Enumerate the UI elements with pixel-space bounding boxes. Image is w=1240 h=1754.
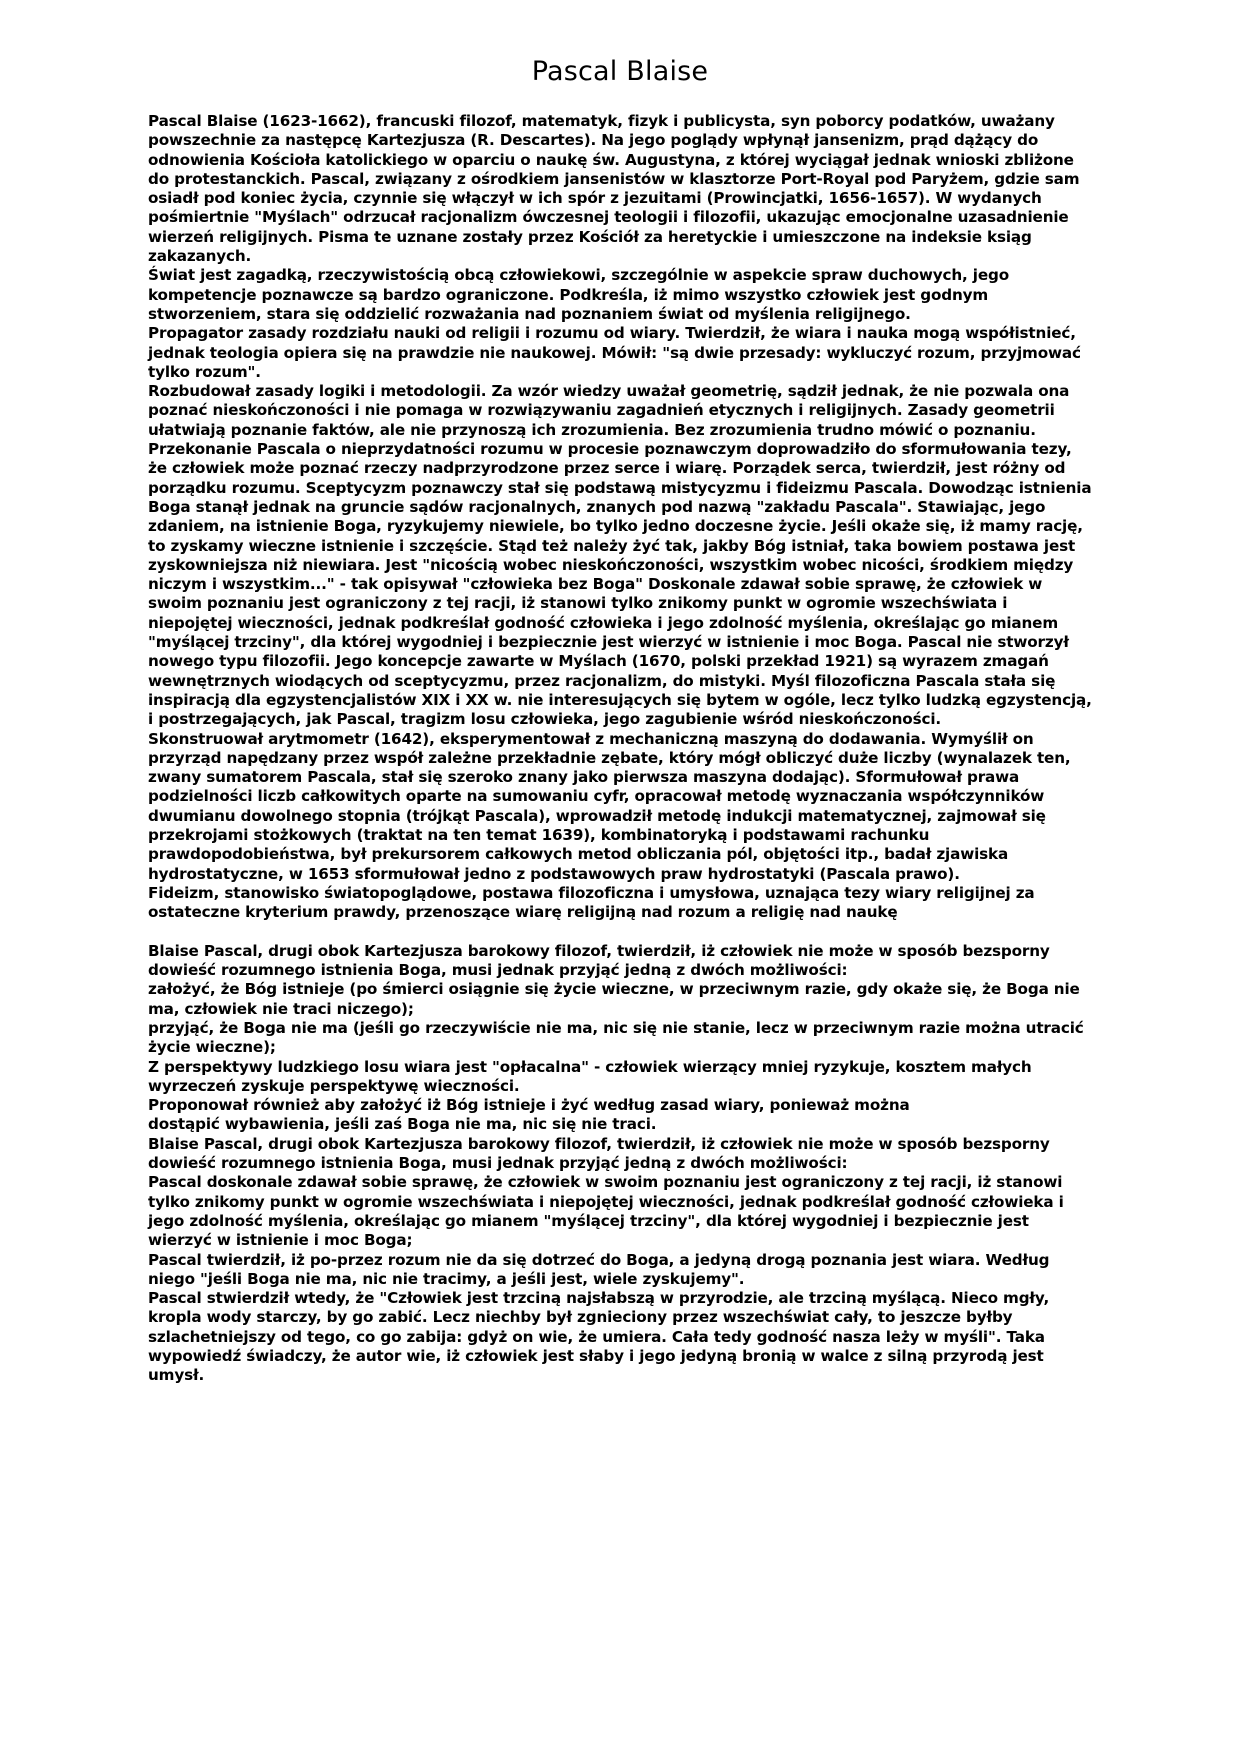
paragraph: Z perspektywy ludzkiego losu wiara jest "opłacalna" - człowiek wierzący mniej ryzykuje, kosztem małych wyrzeczeń zyskuje perspektywę wieczności. bbox=[148, 1057, 1032, 1095]
paragraph: Pascal doskonale zdawał sobie sprawę, że człowiek w swoim poznaniu jest ograniczony z tej racji, iż stanowi tylko znikomy punkt w ogromie wszechświata i niepojętej wieczności, jednak podkreślał godność człowieka i jego zdolność myślenia, określając go mianem "myślącej trzciny", dla której wygodniej i bezpiecznie jest wierzyć w istnienie i moc Boga; bbox=[148, 1173, 1064, 1250]
paragraph: przyjąć, że Boga nie ma (jeśli go rzeczywiście nie ma, nic się nie stanie, lecz w przeciwnym razie można utracić życie wieczne); bbox=[148, 1018, 1084, 1057]
paragraph: Rozbudował zasady logiki i metodologii. Za wzór wiedzy uważał geometrię, sądził jednak, że nie pozwala ona poznać nieskończoności i nie pomaga w rozwiązywaniu zagadnień etycznych i religijnych. Zasady geometrii ułatwiają poznanie faktów, ale nie przynoszą ich zrozumienia. Bez zrozumienia trudno mówić o poznaniu. Przekonanie Pascala o nieprzydatności rozumu w procesie poznawczym doprowadziło do sformułowania tezy, że człowiek może poznać rzeczy nadprzyrodzone przez serce i wiarę. Porządek serca, twierdził, jest różny od porządku rozumu. Sceptycyzm poznawczy stał się podstawą mistycyzmu i fideizmu Pascala. Dowodząc istnienia Boga stanął jednak na gruncie sądów racjonalnych, znanych pod nazwą "zakładu Pascala". Stawiając, jego zdaniem, na istnienie Boga, ryzykujemy niewiele, bo tylko jedno doczesne życie. Jeśli okaże się, iż mamy rację, to zyskamy wieczne istnienie i szczęście. Stąd też należy żyć tak, jakby Bóg istniał, taka bowiem postawa jest zyskowniejsza niż niewiara. Jest "nicością wobec nieskończoności, wszystkim wobec nicości, środkiem między niczym i wszystkim..." - tak opisywał "człowieka bez Boga" Doskonale zdawał sobie sprawę, że człowiek w swoim poznaniu jest ograniczony z tej racji, iż stanowi tylko znikomy punkt w ogromie wszechświata i niepojętej wieczności, jednak podkreślał godność człowieka i jego zdolność myślenia, określając go mianem "myślącej trzciny", dla której wygodniej i bezpiecznie jest wierzyć w istnienie i moc Boga. Pascal nie stworzył nowego typu filozofii. Jego koncepcje zawarte w Myślach (1670, polski przekład 1921) są wyrazem zmagań wewnętrznych wiodących od sceptycyzmu, przez racjonalizm, do mistyki. Myśl filozoficzna Pascala stała się inspiracją dla egzystencjalistów XIX i XX w. nie interesujących się bytem w ogóle, lecz tylko ludzką egzystencją, i postrzegających, jak Pascal, tragizm losu człowieka, jego zagubienie wśród nieskończoności. bbox=[148, 382, 1092, 729]
paragraph: Pascal twierdził, iż po-przez rozum nie da się dotrzeć do Boga, a jedyną drogą poznania jest wiara. Według niego "jeśli Boga nie ma, nic nie tracimy, a jeśli jest, wiele zyskujemy". bbox=[148, 1250, 1050, 1288]
paragraph: Blaise Pascal, drugi obok Kartezjusza barokowy filozof, twierdził, iż człowiek nie może w sposób bezsporny dowieść rozumnego istnienia Boga, musi jednak przyjąć jedną z dwóch możliwości: bbox=[148, 941, 1050, 980]
paragraph: Pascal Blaise (1623-1662), francuski filozof, matematyk, fizyk i publicysta, syn poborcy podatków, uważany powszechnie za następcę Kartezjusza (R. Descartes). Na jego poglądy wpłynął jansenizm, prąd dążący do odnowienia Kościoła katolickiego w oparciu o naukę św. Augustyna, z której wyciągał jednak wnioski zbliżone do protestanckich. Pascal, związany z ośrodkiem jansenistów w klasztorze Port-Royal pod Paryżem, gdzie sam osiadł pod koniec życia, czynnie się włączył w ich spór z jezuitami (Prowincjatki, 1656-1657). W wydanych pośmiertnie "Myślach" odrzucał racjonalizm ówczesnej teologii i filozofii, ukazując emocjonalne uzasadnienie wierzeń religijnych. Pisma te uznane zostały przez Kościół za heretyckie i umieszczone na indeksie ksiąg zakazanych. bbox=[148, 112, 1080, 266]
document-title: Pascal Blaise bbox=[531, 56, 709, 87]
document-body bbox=[148, 112, 1093, 1386]
blank-line bbox=[148, 922, 1093, 941]
paragraph: dostąpić wybawienia, jeśli zaś Boga nie ma, nic się nie traci. bbox=[148, 1115, 657, 1134]
paragraph: założyć, że Bóg istnieje (po śmierci osiągnie się życie wieczne, w przeciwnym razie, gdy okaże się, że Boga nie ma, człowiek nie traci niczego); bbox=[148, 980, 1080, 1018]
paragraph: Skonstruował arytmometr (1642), eksperymentował z mechaniczną maszyną do dodawania. Wymyślił on przyrząd napędzany przez współ zależne przekładnie zębate, który mógł obliczyć duże liczby (wynalazek ten, zwany sumatorem Pascala, stał się szeroko znany jako pierwsza maszyna dodając). Sformułował prawa podzielności liczb całkowitych oparte na sumowaniu cyfr, opracował metodę wyznaczania współczynników dwumianu dowolnego stopnia (trójkąt Pascala), wprowadził metodę indukcji matematycznej, zajmował się przekrojami stożkowych (traktat na ten temat 1639), kombinatoryką i podstawami rachunku prawdopodobieństwa, był prekursorem całkowych metod obliczania pól, objętości itp., badał zjawiska hydrostatyczne, w 1653 sformułował jedno z podstawowych praw hydrostatyki (Pascala prawo). bbox=[148, 729, 1071, 883]
paragraph: Blaise Pascal, drugi obok Kartezjusza barokowy filozof, twierdził, iż człowiek nie może w sposób bezsporny dowieść rozumnego istnienia Boga, musi jednak przyjąć jedną z dwóch możliwości: bbox=[148, 1134, 1050, 1173]
paragraph: Proponował również aby założyć iż Bóg istnieje i żyć według zasad wiary, ponieważ można bbox=[148, 1096, 910, 1115]
paragraph: Pascal stwierdził wtedy, że "Człowiek jest trzciną najsłabszą w przyrodzie, ale trzciną myślącą. Nieco mgły, kropla wody starczy, by go zabić. Lecz niechby był zgnieciony przez wszechświat cały, to jeszcze byłby szlachetniejszy od tego, co go zabija: gdyż on wie, że umiera. Cała tedy godność nasza leży w myśli". Taka wypowiedź świadczy, że autor wie, iż człowiek jest słaby i jego jedyną bronią w walce z silną przyrodą jest umysł. bbox=[148, 1289, 1050, 1385]
paragraph: Propagator zasady rozdziału nauki od religii i rozumu od wiary. Twierdził, że wiara i nauka mogą współistnieć, jednak teologia opiera się na prawdzie nie naukowej. Mówił: "są dwie przesady: wykluczyć rozum, przyjmować tylko rozum". bbox=[148, 324, 1081, 381]
paragraph: Fideizm, stanowisko światopoglądowe, postawa filozoficzna i umysłowa, uznająca tezy wiary religijnej za ostateczne kryterium prawdy, przenoszące wiarę religijną nad rozum a religię nad naukę bbox=[148, 883, 1035, 922]
paragraph: Świat jest zagadką, rzeczywistością obcą człowiekowi, szczególnie w aspekcie spraw duchowych, jego kompetencje poznawcze są bardzo ograniczone. Podkreśla, iż mimo wszystko człowiek jest godnym stworzeniem, stara się oddzielić rozważania nad poznaniem świat od myślenia religijnego. bbox=[148, 266, 1010, 323]
